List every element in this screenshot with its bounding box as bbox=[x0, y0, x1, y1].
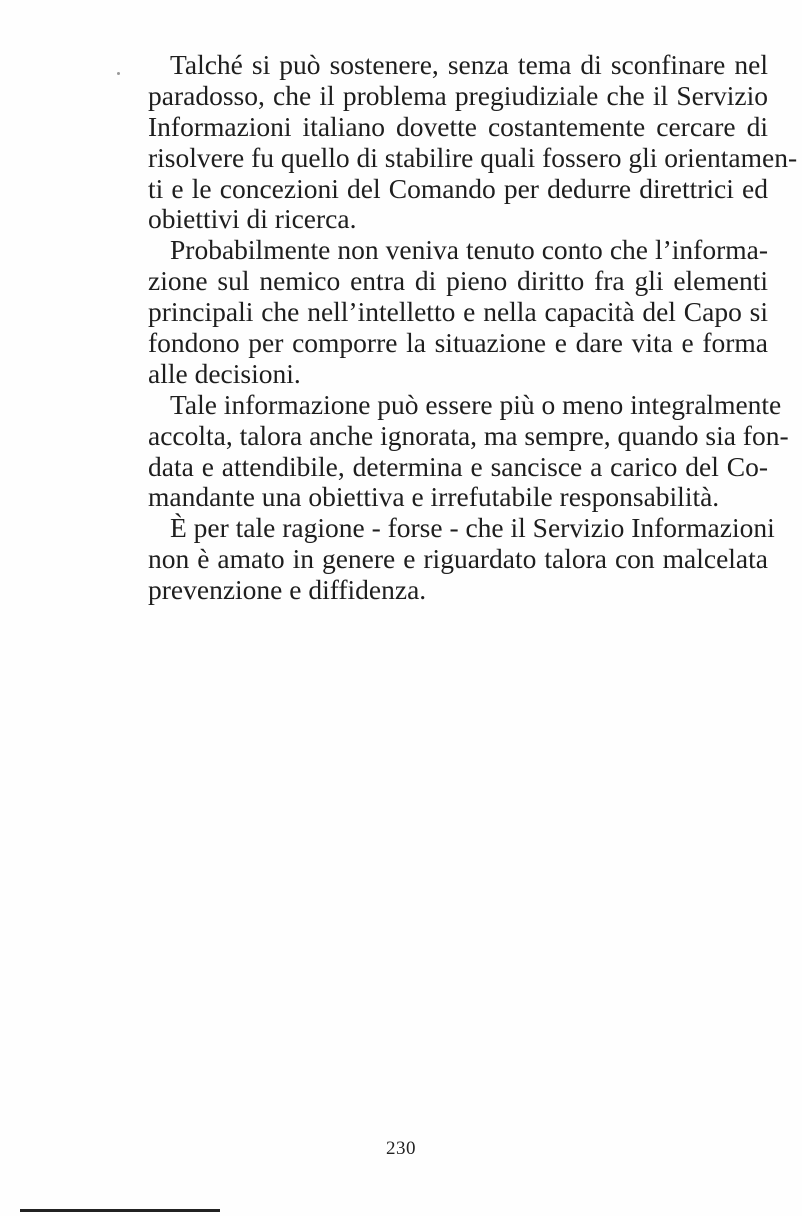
scan-edge-rule bbox=[20, 1209, 220, 1212]
text-line: prevenzione e diffidenza. bbox=[148, 574, 427, 606]
text-line: zione sul nemico entra di pieno diritto fra gli elementi bbox=[148, 265, 768, 297]
text-line: data e attendibile, determina e sancisce a carico del Co- bbox=[148, 450, 768, 482]
text-line: Probabilmente non veniva tenuto conto che l’informa- bbox=[170, 234, 768, 266]
text-line: alle decisioni. bbox=[148, 357, 301, 389]
text-line: obiettivi di ricerca. bbox=[148, 203, 357, 235]
text-line: non è amato in genere e riguardato talora con malcelata bbox=[148, 543, 768, 575]
text-line: principali che nell’intelletto e nella capacità del Capo si bbox=[148, 296, 768, 328]
scan-speck bbox=[117, 72, 120, 75]
text-line: Tale informazione può essere più o meno integralmente bbox=[170, 388, 782, 420]
page-number: 230 bbox=[386, 1138, 416, 1159]
text-line: risolvere fu quello di stabilire quali fossero gli orientamen- bbox=[148, 141, 798, 173]
text-line: Talché si può sostenere, senza tema di sconfinare nel bbox=[170, 49, 768, 80]
text-line: fondono per comporre la situazione e dare vita e forma bbox=[148, 327, 768, 359]
text-line: ti e le concezioni del Comando per dedurre direttrici ed bbox=[148, 172, 768, 204]
body-text bbox=[148, 49, 798, 606]
text-line: mandante una obiettiva e irrefutabile responsabilità. bbox=[148, 481, 720, 513]
text-line: accolta, talora anche ignorata, ma sempre, quando sia fon- bbox=[148, 419, 789, 451]
text-line: È per tale ragione - forse - che il Servizio Informazioni bbox=[170, 512, 775, 544]
text-line: paradosso, che il problema pregiudiziale che il Servizio bbox=[148, 79, 768, 111]
text-line: Informazioni italiano dovette costantemente cercare di bbox=[148, 110, 768, 142]
